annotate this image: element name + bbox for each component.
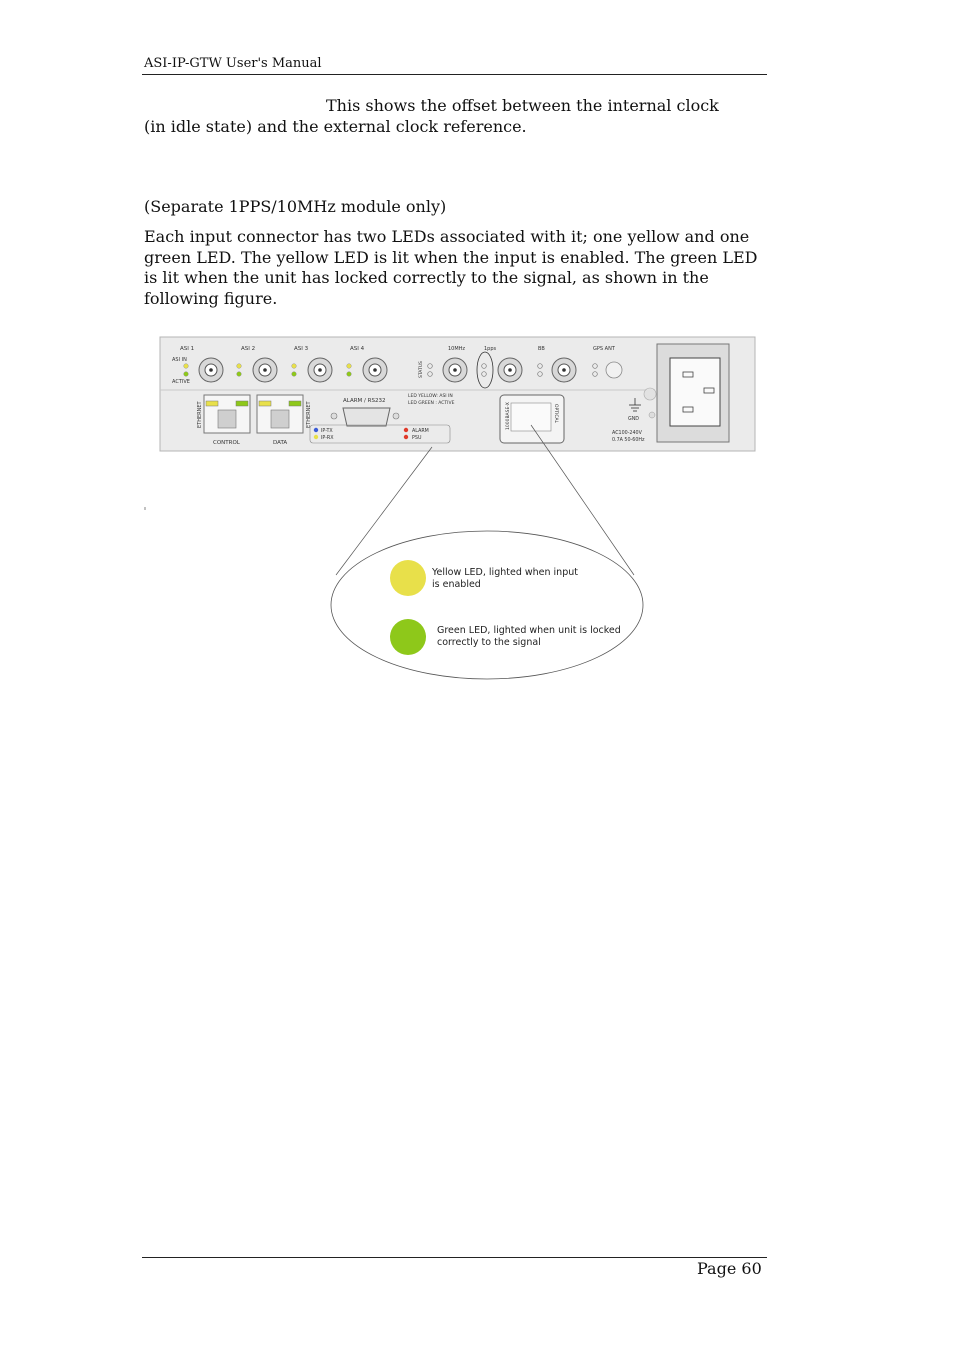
bb-label: BB bbox=[538, 346, 545, 352]
asi4-yellow-led bbox=[347, 364, 352, 369]
yellow-led-example bbox=[390, 560, 426, 596]
asi1-label: ASI 1 bbox=[180, 346, 195, 352]
asi3-yellow-led bbox=[292, 364, 297, 369]
asi2-green-led bbox=[237, 372, 242, 377]
asi1-yellow-led bbox=[184, 364, 189, 369]
ip-tx-label: IP-TX bbox=[321, 429, 333, 434]
gps-connector bbox=[606, 362, 622, 378]
green-led-example bbox=[390, 619, 426, 655]
callout-ellipse bbox=[331, 531, 643, 679]
footer-rule bbox=[142, 1257, 767, 1258]
led-yellow-legend: LED YELLOW: ASI IN bbox=[408, 394, 453, 399]
pps-label: 1pps bbox=[484, 346, 497, 352]
paragraph-clock-offset-line2: (in idle state) and the external clock reference. bbox=[144, 116, 527, 136]
page-number: Page 60 bbox=[697, 1259, 762, 1278]
ac-rating-1: AC100-240V bbox=[612, 431, 642, 436]
status-label: STATUS bbox=[419, 361, 424, 378]
gnd-label: GND bbox=[628, 417, 639, 422]
control-label: CONTROL bbox=[213, 440, 240, 446]
paragraph-clock-offset-line1: This shows the offset between the internal clock bbox=[326, 96, 719, 115]
optical-label: OPTICAL bbox=[553, 404, 558, 424]
data-label: DATA bbox=[273, 440, 288, 446]
ethernet-label-2: ETHERNET bbox=[306, 401, 312, 428]
asi4-label: ASI 4 bbox=[350, 346, 365, 352]
green-led-caption-1: Green LED, lighted when unit is locked bbox=[437, 625, 621, 636]
tenmhz-label: 10MHz bbox=[448, 346, 466, 352]
asi4-green-led-b bbox=[347, 372, 352, 377]
running-header: ASI-IP-GTW User's Manual bbox=[144, 56, 322, 71]
ethernet-label-1: ETHERNET bbox=[197, 401, 203, 428]
mount-screw bbox=[644, 388, 656, 400]
paragraph-led-description: Each input connector has two LEDs associated with it; one yellow and one green LED. The yellow LED is lit when the input is enabled. The green LED is lit when the unit has locked correctly to the signal, as shown in the following figure. bbox=[144, 227, 758, 308]
yellow-led-caption-2: is enabled bbox=[432, 579, 481, 590]
psu-label: PSU bbox=[412, 436, 422, 441]
base-x-label: 1000BASE-X bbox=[506, 402, 511, 430]
header-rule bbox=[142, 74, 767, 75]
asi1-green-led bbox=[184, 372, 189, 377]
paragraph-module-note: (Separate 1PPS/10MHz module only) bbox=[144, 197, 447, 216]
active-label: ACTIVE bbox=[172, 379, 190, 385]
asi2-yellow-led bbox=[237, 364, 242, 369]
asi2-label: ASI 2 bbox=[241, 346, 256, 352]
gps-label: GPS ANT bbox=[593, 346, 615, 352]
alarm-label: ALARM bbox=[412, 429, 429, 434]
rear-panel-figure bbox=[140, 330, 760, 690]
asi3-green-led bbox=[292, 372, 297, 377]
paragraph-clock-offset bbox=[144, 96, 759, 137]
ip-rx-label: IP-RX bbox=[321, 436, 334, 441]
serial-connector bbox=[343, 408, 390, 426]
ac-rating-2: 0.7A 50-60Hz bbox=[612, 438, 645, 443]
asi-in-label: ASI IN bbox=[172, 357, 187, 363]
led-green-legend: LED GREEN : ACTIVE bbox=[408, 401, 455, 406]
alarm-rs232-label: ALARM / RS232 bbox=[343, 398, 386, 404]
green-led-caption-2: correctly to the signal bbox=[437, 637, 541, 648]
asi3-label: ASI 3 bbox=[294, 346, 309, 352]
yellow-led-caption-1: Yellow LED, lighted when input bbox=[432, 567, 578, 578]
